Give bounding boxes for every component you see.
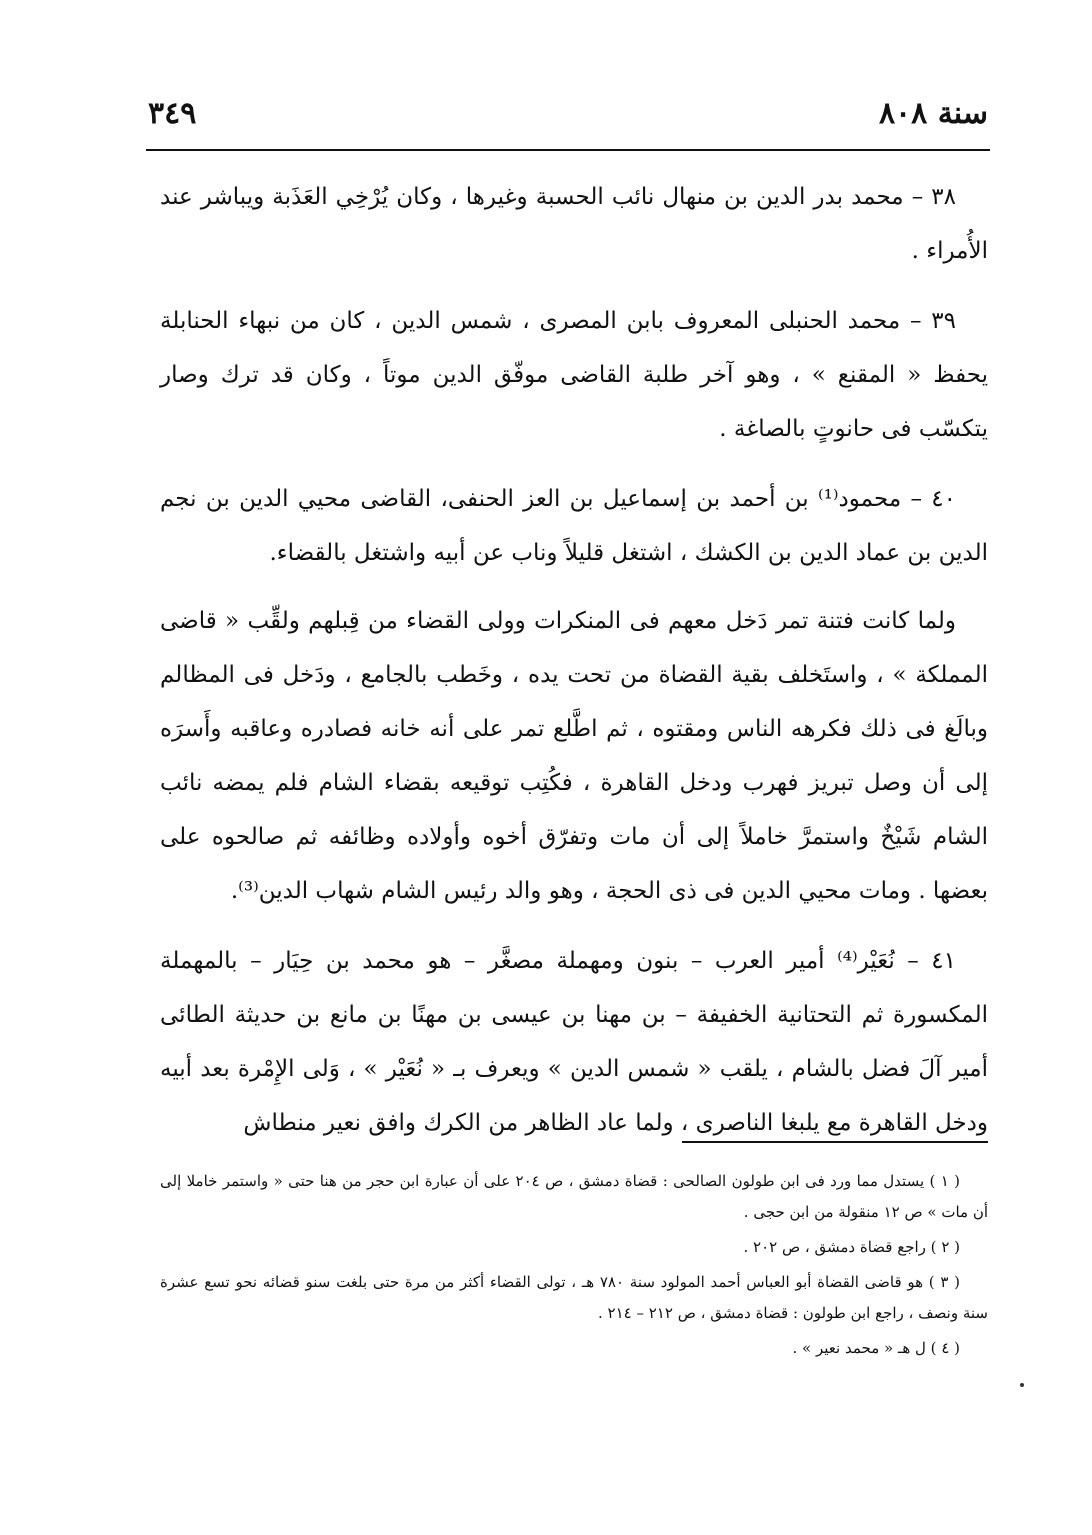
page-header: [148, 96, 988, 148]
scan-speck: [1020, 1383, 1024, 1387]
header-rule: [146, 149, 990, 151]
footnote-4: ( ٤ ) ل هـ « محمد نعير » .: [792, 1339, 960, 1357]
entry-40: ٤٠ – محمود⁽¹⁾ بن أحمد بن إسماعيل بن العز الحنفى، القاضى محيي الدين بن نجم الدين بن عماد الدين بن الكشك ، اشتغل قليلاً وناب عن أبيه واشتغل بالقضاء.: [160, 486, 988, 566]
footnote-rule: [682, 1141, 988, 1143]
entry-41: ٤١ – نُعَيْر⁽⁴⁾ أمير العرب – بنون ومهملة مصغَّر – هو محمد بن حِيَار – بالمهملة المكسورة ثم التحتانية الخفيفة – بن مهنا بن عيسى بن مهنًا بن مانع بن حديثة الطائى أمير آلَ فضل بالشام ، يلقب « شمس الدين » ويعرف بـ « نُعَيْر » ، وَلى الإِمْرة بعد أبيه ودخل القاهرة مع يلبغا الناصرى ، ولما عاد الظاهر من الكرك وافق نعير منطاش: [160, 948, 988, 1136]
footnote-1: ( ١ ) يستدل مما ورد فى ابن طولون الصالحى : قضاة دمشق ، ص ٢٠٤ على أن عبارة ابن حجر من هنا حتى « واستمر خاملا إلى أن مات » ص ١٢ منقولة من ابن حجى .: [160, 1172, 988, 1221]
page-number: ٣٤٩: [148, 96, 197, 131]
entry-38: ٣٨ – محمد بدر الدين بن منهال نائب الحسبة وغيرها ، وكان يُرْخِي العَذَبة ويباشر عند الأُمراء .: [160, 184, 988, 264]
main-text: [160, 170, 988, 1166]
entry-39: ٣٩ – محمد الحنبلى المعروف بابن المصرى ، شمس الدين ، كان من نبهاء الحنابلة يحفظ « المقنع » ، وهو آخر طلبة القاضى موفّق الدين موتاً ، وكان قد ترك وصار يتكسّب فى حانوتٍ بالصاغة .: [160, 308, 988, 442]
entry-40-continuation: ولما كانت فتنة تمر دَخل معهم فى المنكرات وولى القضاء من قِبلهم ولقِّب « قاضى المملكة » ، واستَخلف بقية القضاة من تحت يده ، وخَطب بالجامع ، ودَخل فى المظالم وبالَغ فى ذلك فكرهه الناس ومقتوه ، ثم اطَّلع تمر على أنه خانه فصادره وعاقبه وأَسرَه إلى أن وصل تبريز فهرب ودخل القاهرة ، فكُتِب توقيعه بقضاء الشام فلم يمضه نائب الشام شَيْخٌ واستمرَّ خاملاً إلى أن مات وتفرّق أخوه وأولاده وظائفه ثم صالحوه على بعضها . ومات محيي الدين فى ذى الحجة ، وهو والد رئيس الشام شهاب الدين⁽³⁾.: [160, 608, 988, 904]
footnote-3: ( ٣ ) هو قاضى القضاة أبو العباس أحمد المولود سنة ٧٨٠ هـ ، تولى القضاء أكثر من مرة حتى بلغت سنو قضائه نحو تسع عشرة سنة ونصف ، راجع ابن طولون : قضاة دمشق ، ص ٢١٢ – ٢١٤ .: [160, 1273, 988, 1322]
footnotes: [160, 1166, 988, 1368]
footnote-2: ( ٢ ) راجع قضاة دمشق ، ص ٢٠٢ .: [743, 1238, 960, 1256]
running-title: سنة ٨٠٨: [878, 96, 988, 131]
